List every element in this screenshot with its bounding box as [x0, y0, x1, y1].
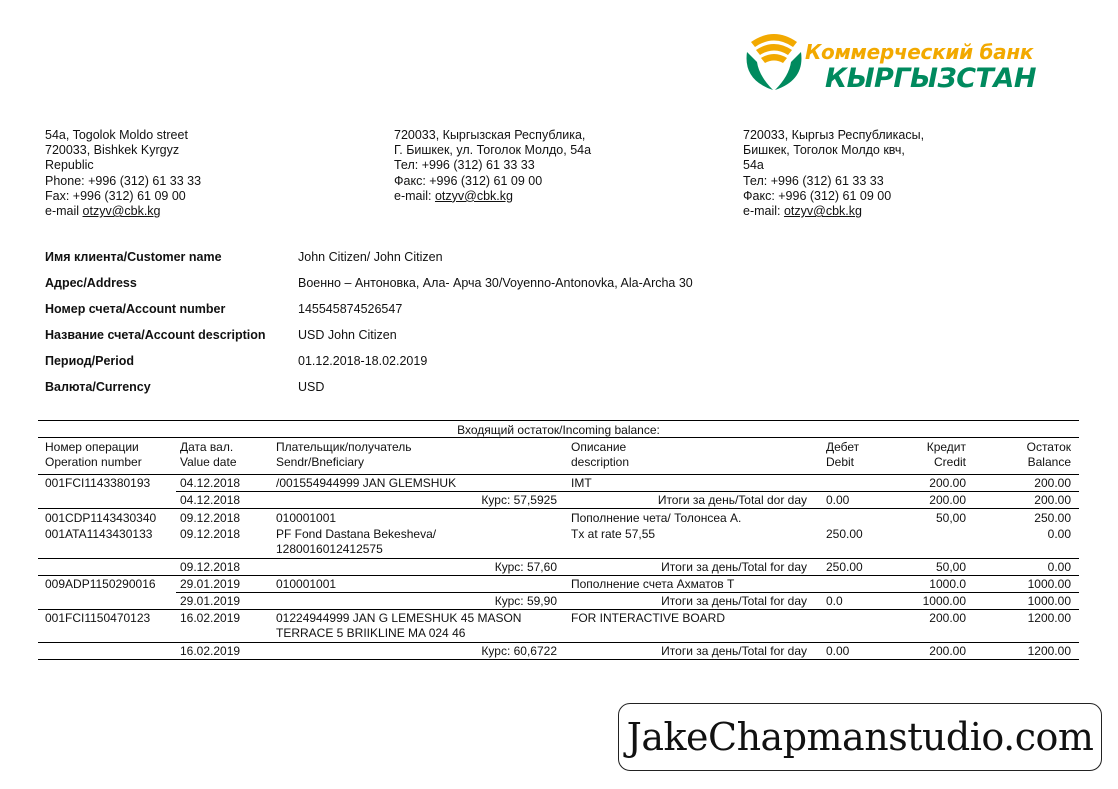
- cell-credit: 200.00: [929, 476, 966, 490]
- header-balance: [1027, 440, 1071, 470]
- cell-description: Tx at rate 57,55: [571, 527, 656, 541]
- email-label: e-mail:: [394, 188, 435, 203]
- cell-operation-number: 001FCI1143380193: [45, 476, 151, 490]
- cell-value-date: 04.12.2018: [180, 493, 241, 507]
- cell-description: Пополнение чета/ Толонсеа А.: [571, 511, 742, 525]
- cell-credit: 1000.00: [922, 594, 966, 608]
- cell-operation-number: 001ATA1143430133: [45, 527, 153, 541]
- cell-debit: 0.00: [826, 644, 850, 658]
- table-divider: [38, 642, 1079, 643]
- table-divider: [38, 437, 1079, 438]
- cell-debit: 0.0: [826, 594, 843, 608]
- table-divider: [38, 558, 1079, 559]
- cell-balance: 0.00: [1047, 527, 1071, 541]
- address-line: 54a, Togolok Moldo street: [45, 128, 188, 142]
- cell-operation-number: 001FCI1150470123: [45, 611, 151, 625]
- header-beneficiary: [276, 440, 412, 470]
- cell-credit: 200.00: [929, 644, 966, 658]
- cell-value-date: 16.02.2019: [180, 611, 241, 625]
- info-value: USD: [298, 380, 325, 394]
- email-link[interactable]: otzyv@cbk.kg: [434, 188, 513, 203]
- cell-value-date: 09.12.2018: [180, 511, 241, 525]
- address-line: Republic: [45, 158, 94, 173]
- header-value-date: [180, 440, 237, 470]
- header-text-ru: Описание: [571, 440, 627, 454]
- info-label: Валюта/Currency: [45, 380, 151, 394]
- cell-value-date: 09.12.2018: [180, 560, 241, 574]
- email-line: [743, 204, 1003, 219]
- cell-value-date: 04.12.2018: [180, 476, 241, 490]
- cell-rate: Курс: 59,90: [494, 594, 557, 608]
- cell-rate: Курс: 57,60: [494, 560, 557, 574]
- header-text-ru: Плательщик/получатель: [276, 440, 412, 454]
- cell-balance: 1000.00: [1027, 577, 1071, 591]
- address-line: Тел: +996 (312) 61 33 33: [743, 173, 884, 188]
- address-line: Бишкек, Тоголок Молдо квч,: [743, 143, 905, 158]
- header-text-en: description: [571, 455, 630, 469]
- info-label: Период/Period: [45, 354, 135, 368]
- info-value: USD John Citizen: [298, 328, 397, 342]
- email-line: [394, 189, 654, 204]
- cell-description: Пополнение счета Ахматов Т: [571, 577, 735, 591]
- address-line: Phone: +996 (312) 61 33 33: [45, 173, 202, 188]
- header-text-ru: Номер операции: [45, 440, 139, 454]
- watermark-text: JakeChapmanstudio.com: [626, 715, 1094, 759]
- address-line: Fax: +996 (312) 61 09 00: [45, 188, 186, 203]
- cell-operation-number: 009ADP1150290016: [45, 577, 156, 591]
- info-value: 01.12.2018-18.02.2019: [298, 354, 428, 368]
- header-text-en: Sendr/Bneficiary: [276, 455, 365, 469]
- cell-total-label: Итоги за день/Total for day: [661, 594, 807, 608]
- cell-total-label: Итоги за день/Total for day: [661, 644, 807, 658]
- cell-balance: 0.00: [1047, 560, 1071, 574]
- table-divider: [38, 659, 1079, 660]
- table-divider: [176, 491, 1079, 492]
- bank-name-line1: Коммерческий банк: [805, 40, 1034, 64]
- cell-rate: Курс: 60,6722: [481, 644, 557, 658]
- info-label: Название счета/Account description: [45, 328, 266, 342]
- cell-balance: 1000.00: [1027, 594, 1071, 608]
- email-line: [45, 204, 305, 219]
- beneficiary-line: PF Fond Dastana Bekesheva/: [276, 527, 437, 541]
- table-divider: [38, 609, 1079, 610]
- header-debit: [826, 440, 859, 470]
- cell-balance: 1200.00: [1027, 611, 1071, 625]
- info-label: Адрес/Address: [45, 276, 137, 290]
- address-line: 720033, Bishkek Kyrgyz: [45, 143, 180, 158]
- info-value: John Citizen/ John Citizen: [298, 250, 443, 264]
- address-line: 720033, Кыргыз Республикасы,: [743, 128, 925, 142]
- cell-credit: 50,00: [935, 511, 966, 525]
- cell-beneficiary: [276, 527, 436, 557]
- cell-rate: Курс: 57,5925: [481, 493, 557, 507]
- bank-name-line2: КЫРГЫЗСТАН: [825, 63, 1036, 94]
- beneficiary-line: TERRACE 5 BRIIKLINE MA 024 46: [276, 626, 466, 640]
- info-value: Военно – Антоновка, Ала- Арча 30/Voyenno-Antonovka, Ala-Archa 30: [298, 276, 693, 290]
- address-line: 720033, Кыргызская Республика,: [394, 128, 586, 142]
- bank-logo-icon: [745, 30, 803, 92]
- cell-value-date: 16.02.2019: [180, 644, 241, 658]
- header-text-ru: Дебет: [826, 440, 860, 454]
- address-line: Г. Бишкек, ул. Тоголок Молдо, 54а: [394, 143, 592, 158]
- header-text-en: Operation number: [45, 455, 142, 469]
- address-line: 54а: [743, 158, 764, 173]
- info-label: Номер счета/Account number: [45, 302, 226, 316]
- email-label: e-mail:: [743, 204, 784, 219]
- header-text-ru: Кредит: [926, 440, 966, 454]
- address-block-kyrgyz: [743, 128, 1003, 219]
- cell-debit: 250.00: [826, 560, 863, 574]
- watermark-badge: [618, 703, 1102, 771]
- header-credit: [927, 440, 966, 470]
- cell-total-label: Итоги за день/Total for day: [661, 560, 807, 574]
- cell-description: FOR INTERACTIVE BOARD: [571, 611, 726, 625]
- incoming-balance-caption: Входящий остаток/Incoming balance:: [457, 423, 660, 437]
- cell-credit: 200.00: [929, 611, 966, 625]
- cell-operation-number: 001CDP1143430340: [45, 511, 157, 525]
- header-text-ru: Дата вал.: [180, 440, 234, 454]
- beneficiary-line: 01224944999 JAN G LEMESHUK 45 MASON: [276, 611, 522, 625]
- cell-balance: 1200.00: [1027, 644, 1071, 658]
- cell-value-date: 09.12.2018: [180, 527, 241, 541]
- beneficiary-line: 1280016012412575: [276, 542, 383, 556]
- header-description: [571, 440, 629, 470]
- table-divider: [38, 420, 1079, 421]
- table-divider: [38, 474, 1079, 475]
- cell-value-date: 29.01.2019: [180, 577, 241, 591]
- info-label: Имя клиента/Customer name: [45, 250, 222, 264]
- header-operation-number: [45, 440, 142, 470]
- cell-description: IMT: [571, 476, 592, 490]
- cell-value-date: 29.01.2019: [180, 594, 241, 608]
- table-divider: [176, 592, 1079, 593]
- cell-balance: 250.00: [1034, 511, 1071, 525]
- cell-balance: 200.00: [1034, 493, 1071, 507]
- cell-credit: 1000.0: [929, 577, 966, 591]
- cell-balance: 200.00: [1034, 476, 1071, 490]
- cell-beneficiary: 010001001: [276, 511, 337, 525]
- cell-beneficiary: [276, 611, 521, 641]
- email-link[interactable]: otzyv@cbk.kg: [783, 204, 862, 219]
- cell-total-label: Итоги за день/Total dor day: [657, 493, 807, 507]
- cell-beneficiary: /001554944999 JAN GLEMSHUK: [276, 476, 457, 490]
- header-text-en: Balance: [1027, 455, 1071, 469]
- address-block-english: [45, 128, 305, 219]
- table-divider: [38, 575, 1079, 576]
- email-label: e-mail: [45, 204, 83, 219]
- header-text-en: Debit: [826, 455, 855, 469]
- cell-debit: 250.00: [826, 527, 863, 541]
- email-link[interactable]: otzyv@cbk.kg: [82, 204, 161, 219]
- cell-credit: 200.00: [929, 493, 966, 507]
- header-text-en: Value date: [180, 455, 237, 469]
- cell-credit: 50,00: [935, 560, 966, 574]
- bank-logo: [745, 30, 1045, 100]
- address-block-russian: [394, 128, 654, 204]
- address-line: Факс: +996 (312) 61 09 00: [743, 188, 892, 203]
- info-value: 145545874526547: [298, 302, 403, 316]
- table-divider: [38, 508, 1079, 509]
- header-text-en: Credit: [933, 455, 966, 469]
- address-line: Факс: +996 (312) 61 09 00: [394, 173, 543, 188]
- cell-beneficiary: 010001001: [276, 577, 337, 591]
- address-line: Тел: +996 (312) 61 33 33: [394, 158, 535, 173]
- header-text-ru: Остаток: [1026, 440, 1071, 454]
- cell-debit: 0.00: [826, 493, 850, 507]
